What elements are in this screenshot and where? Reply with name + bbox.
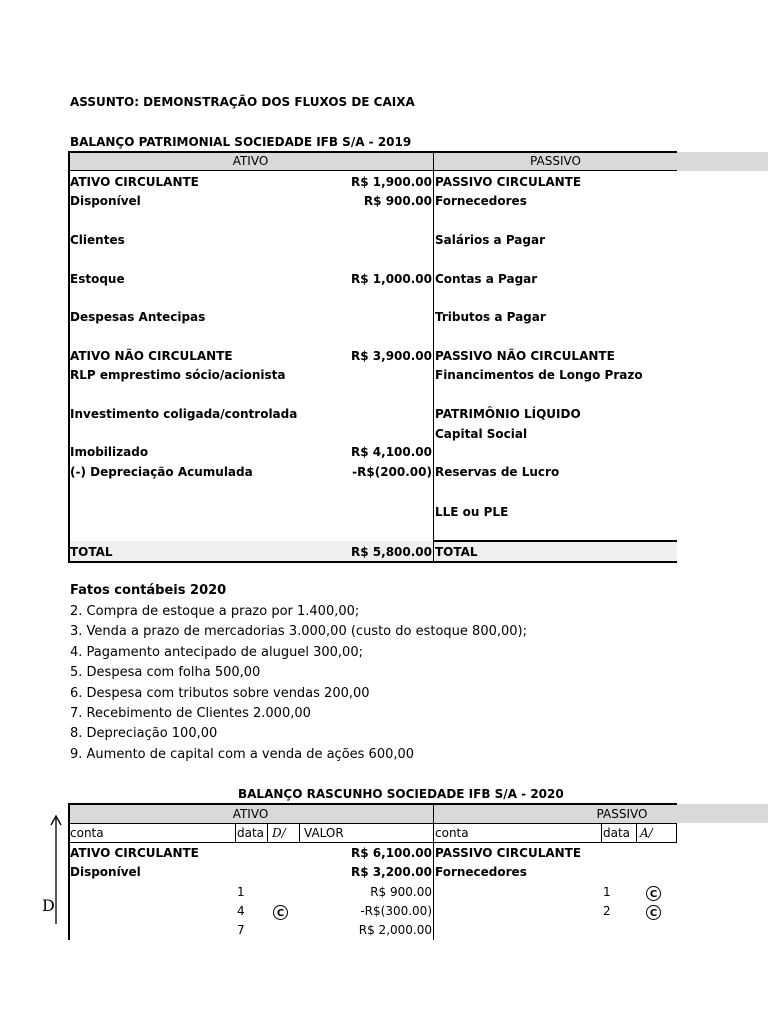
- col-data: data: [237, 826, 265, 840]
- margin-debit-mark: D: [42, 896, 55, 915]
- ativo-row-value: -R$(200.00): [352, 465, 432, 479]
- ativo-row-label: (-) Depreciação Acumulada: [70, 465, 253, 479]
- passivo-row-label: Salários a Pagar: [435, 233, 545, 247]
- col-header-rule: [68, 842, 677, 843]
- fact-item: 3. Venda a prazo de mercadorias 3.000,00 (custo do estoque 800,00);: [70, 624, 527, 639]
- ativo-row-label: Imobilizado: [70, 445, 149, 459]
- ativo-row-value: R$ 900.00: [363, 194, 432, 208]
- entry-data: 1: [237, 885, 245, 899]
- col-divider: [636, 823, 637, 842]
- entry-data: 4: [237, 904, 245, 918]
- fact-item: 5. Despesa com folha 500,00: [70, 665, 261, 680]
- entry-data: 7: [237, 923, 245, 937]
- credit-mark-icon: C: [273, 905, 288, 920]
- ativo-row-label: Despesas Antecipas: [70, 310, 206, 324]
- entry-value: R$ 900.00: [370, 885, 432, 899]
- draft-passivo-header: PASSIVO: [596, 807, 648, 821]
- ativo-header: ATIVO: [232, 154, 269, 168]
- draft-ativo-circulante: ATIVO CIRCULANTE: [70, 846, 199, 860]
- draft-fornecedores: Fornecedores: [435, 865, 527, 879]
- fact-item: 7. Recebimento de Clientes 2.000,00: [70, 706, 311, 721]
- col-dc-right: A/: [640, 826, 653, 840]
- passivo-row-label: Contas a Pagar: [435, 272, 538, 286]
- subject-title: ASSUNTO: DEMONSTRAÇÃO DOS FLUXOS DE CAIXA: [70, 95, 415, 109]
- credit-mark-icon: C: [646, 886, 661, 901]
- col-divider: [235, 823, 236, 842]
- fact-item: 2. Compra de estoque a prazo por 1.400,00;: [70, 604, 360, 619]
- ativo-row-label: ATIVO CIRCULANTE: [70, 175, 199, 189]
- entry-value: -R$(300.00): [360, 904, 432, 918]
- passivo-row-label: PASSIVO NÃO CIRCULANTE: [435, 349, 615, 363]
- passivo-row-label: LLE ou PLE: [435, 505, 509, 519]
- fact-item: 9. Aumento de capital com a venda de ações 600,00: [70, 747, 415, 762]
- ativo-row-label: RLP emprestimo sócio/acionista: [70, 368, 286, 382]
- passivo-row-label: Fornecedores: [435, 194, 527, 208]
- ativo-row-value: R$ 1,000.00: [351, 272, 432, 286]
- col-data-right: data: [603, 826, 631, 840]
- ativo-row-label: Clientes: [70, 233, 125, 247]
- draft-header-top-rule: [68, 803, 677, 805]
- col-divider: [676, 823, 677, 842]
- passivo-row-label: PASSIVO CIRCULANTE: [435, 175, 582, 189]
- fact-item: 6. Despesa com tributos sobre vendas 200,00: [70, 686, 370, 701]
- draft-middle-divider: [433, 804, 434, 940]
- ativo-total-value: R$ 5,800.00: [351, 545, 432, 559]
- ativo-row-value: R$ 3,900.00: [351, 349, 432, 363]
- middle-divider: [433, 152, 434, 562]
- header-top-rule: [68, 151, 677, 153]
- draft-passivo-circulante: PASSIVO CIRCULANTE: [435, 846, 582, 860]
- draft-disponivel: Disponível: [70, 865, 141, 879]
- bottom-border: [68, 561, 677, 563]
- fact-item: 4. Pagamento antecipado de aluguel 300,00;: [70, 645, 363, 660]
- col-conta-right: conta: [435, 826, 469, 840]
- fact-item: 8. Depreciação 100,00: [70, 726, 218, 741]
- passivo-row-label: Capital Social: [435, 427, 528, 441]
- col-conta: conta: [70, 826, 104, 840]
- entry-value: R$ 2,000.00: [358, 923, 432, 937]
- passivo-header: PASSIVO: [530, 154, 581, 168]
- draft-ativo-header: ATIVO: [232, 807, 269, 821]
- draft-header-bottom-rule: [68, 823, 677, 824]
- col-divider: [601, 823, 602, 842]
- ativo-row-label: Investimento coligada/controlada: [70, 407, 298, 421]
- right-entry-data: 1: [603, 885, 611, 899]
- ativo-row-value: R$ 1,900.00: [351, 175, 432, 189]
- ativo-total-label: TOTAL: [70, 545, 113, 559]
- draft-2020-title: BALANÇO RASCUNHO SOCIEDADE IFB S/A - 2020: [238, 787, 564, 801]
- col-divider: [299, 823, 300, 842]
- facts-title: Fatos contábeis 2020: [70, 583, 227, 598]
- ativo-row-label: ATIVO NÃO CIRCULANTE: [70, 349, 233, 363]
- passivo-row-label: Tributos a Pagar: [435, 310, 546, 324]
- credit-mark-icon: C: [646, 905, 661, 920]
- col-dc-left: D/: [272, 826, 286, 840]
- passivo-row-label: PATRIMÔNIO LÍQUIDO: [435, 407, 581, 421]
- header-bottom-rule: [68, 170, 677, 171]
- right-entry-data: 2: [603, 904, 611, 918]
- col-valor: VALOR: [304, 826, 344, 840]
- passivo-row-label: Reservas de Lucro: [435, 465, 560, 479]
- passivo-row-label: Financimentos de Longo Prazo: [435, 368, 643, 382]
- passivo-total-label: TOTAL: [435, 545, 478, 559]
- col-divider: [267, 823, 268, 842]
- ativo-row-label: Estoque: [70, 272, 125, 286]
- draft-disponivel-value: R$ 3,200.00: [351, 865, 432, 879]
- passivo-total-rule: [434, 540, 677, 542]
- ativo-row-value: R$ 4,100.00: [351, 445, 432, 459]
- ativo-row-label: Disponível: [70, 194, 141, 208]
- draft-ativo-circulante-value: R$ 6,100.00: [351, 846, 432, 860]
- balance-2019-title: BALANÇO PATRIMONIAL SOCIEDADE IFB S/A - 2019: [70, 135, 412, 149]
